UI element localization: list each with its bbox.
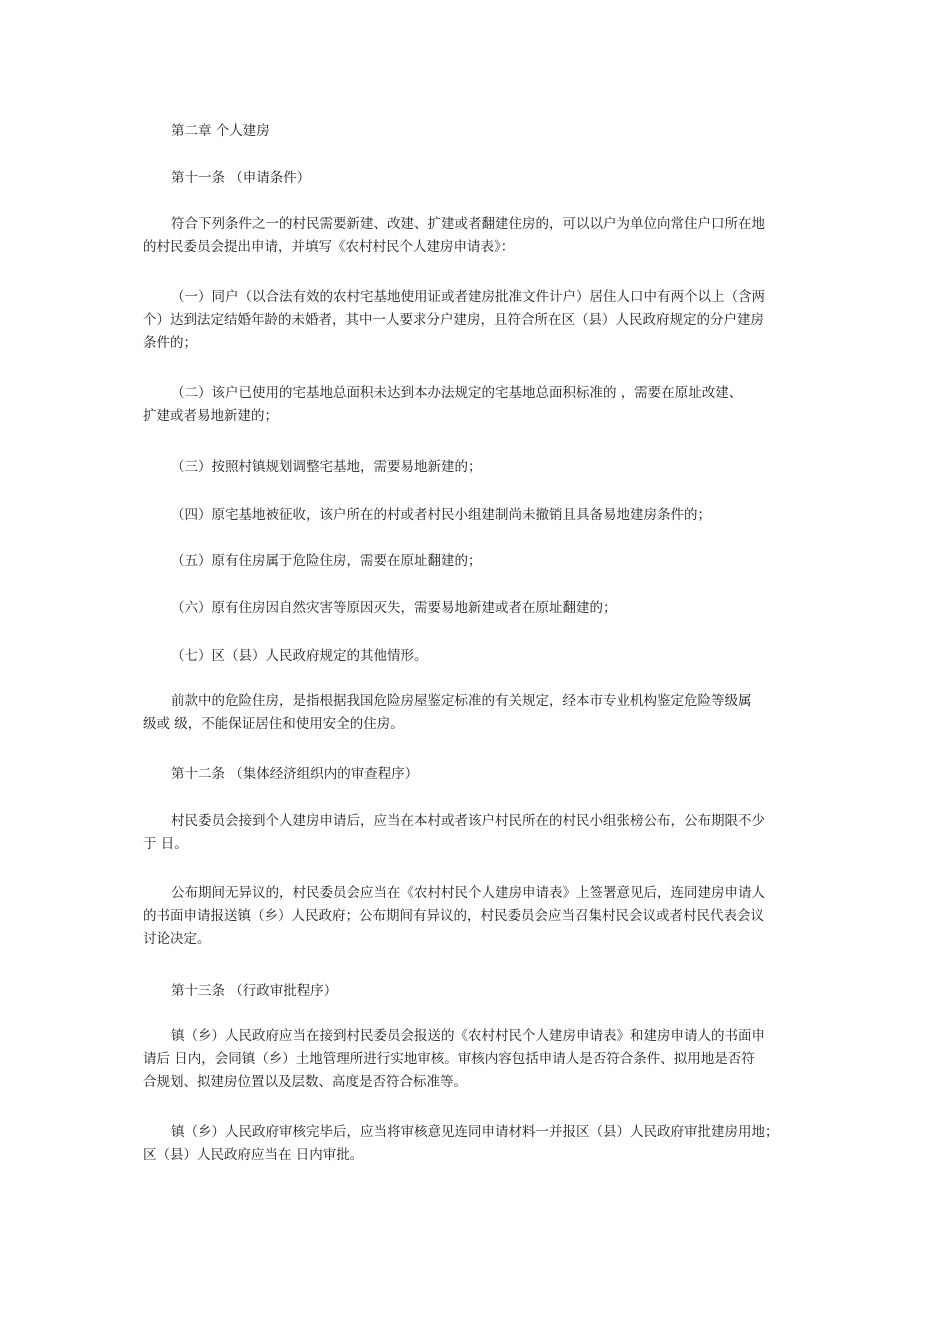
article-13-p2	[143, 1121, 815, 1167]
text-line: 符合下列条件之一的村民需要新建、改建、扩建或者翻建住房的，可以以户为单位向常住户口所在地	[171, 216, 765, 232]
text-line: 公布期间无异议的，村民委员会应当在《农村村民个人建房申请表》上签署意见后，连同建房申请人	[171, 885, 765, 901]
text-line: 于 日。	[143, 836, 188, 852]
text-line: 村民委员会接到个人建房申请后，应当在本村或者该户村民所在的村民小组张榜公布，公布期限不少	[171, 813, 765, 829]
chapter-heading	[143, 120, 815, 143]
text-line: 第十一条 （申请条件）	[171, 170, 311, 186]
text-line: 镇（乡）人民政府应当在接到村民委员会报送的《农村村民个人建房申请表》和建房申请人的书面申	[171, 1028, 765, 1044]
text-line: 前款中的危险住房，是指根据我国危险房屋鉴定标准的有关规定，经本市专业机构鉴定危险等级属	[171, 693, 752, 709]
text-line: （二）该户已使用的宅基地总面积未达到本办法规定的宅基地总面积标准的 ，需要在原址改建、	[171, 385, 743, 401]
text-line: 条件的；	[143, 335, 197, 351]
article-11-intro	[143, 213, 815, 259]
article-11-heading	[143, 167, 815, 190]
dangerous-housing-def	[143, 690, 815, 736]
item-3	[143, 456, 815, 479]
text-line: 合规划、拟建房位置以及层数、高度是否符合标准等。	[143, 1074, 467, 1090]
item-2	[143, 382, 815, 428]
text-line: 请后 日内，会同镇（乡）土地管理所进行实地审核。审核内容包括申请人是否符合条件、拟用地是否符	[143, 1051, 755, 1067]
text-line: 级或 级，不能保证居住和使用安全的住房。	[143, 716, 404, 732]
text-line: 个）达到法定结婚年龄的未婚者，其中一人要求分户建房，且符合所在区（县）人民政府规定的分户建房	[143, 312, 764, 328]
text-line: 的村民委员会提出申请，并填写《农村村民个人建房申请表》：	[143, 239, 515, 255]
article-12-p2	[143, 882, 815, 951]
article-12-p1	[143, 810, 815, 856]
text-line: （七）区（县）人民政府规定的其他情形。	[171, 648, 428, 664]
text-line: 镇（乡）人民政府审核完毕后，应当将审核意见连同申请材料一并报区（县）人民政府审批建房用地；	[171, 1124, 779, 1140]
article-13-p1	[143, 1025, 815, 1094]
item-4	[143, 504, 815, 527]
text-line: （六）原有住房因自然灾害等原因灭失，需要易地新建或者在原址翻建的；	[171, 600, 617, 616]
text-line: 第十三条 （行政审批程序）	[171, 983, 338, 999]
article-13-heading	[143, 980, 815, 1003]
text-line: 第十二条 （集体经济组织内的审查程序）	[171, 766, 419, 782]
item-7	[143, 645, 815, 668]
text-line: （一）同户（以合法有效的农村宅基地使用证或者建房批准文件计户）居住人口中有两个以上（含两	[171, 289, 765, 305]
text-line: （四）原宅基地被征收，该户所在的村或者村民小组建制尚未撤销且具备易地建房条件的；	[171, 507, 711, 523]
text-line: 的书面申请报送镇（乡）人民政府；公布期间有异议的，村民委员会应当召集村民会议或者村民代表会议	[143, 908, 764, 924]
text-line: 扩建或者易地新建的；	[143, 408, 278, 424]
text-line: 讨论决定。	[143, 931, 211, 947]
text-line: （三）按照村镇规划调整宅基地，需要易地新建的；	[171, 459, 482, 475]
item-6	[143, 597, 815, 620]
item-1	[143, 286, 815, 355]
text-line: （五）原有住房属于危险住房，需要在原址翻建的；	[171, 553, 482, 569]
text-line: 区（县）人民政府应当在 日内审批。	[143, 1147, 364, 1163]
text-line: 第二章 个人建房	[171, 123, 270, 139]
article-12-heading	[143, 763, 815, 786]
item-5	[143, 550, 815, 573]
